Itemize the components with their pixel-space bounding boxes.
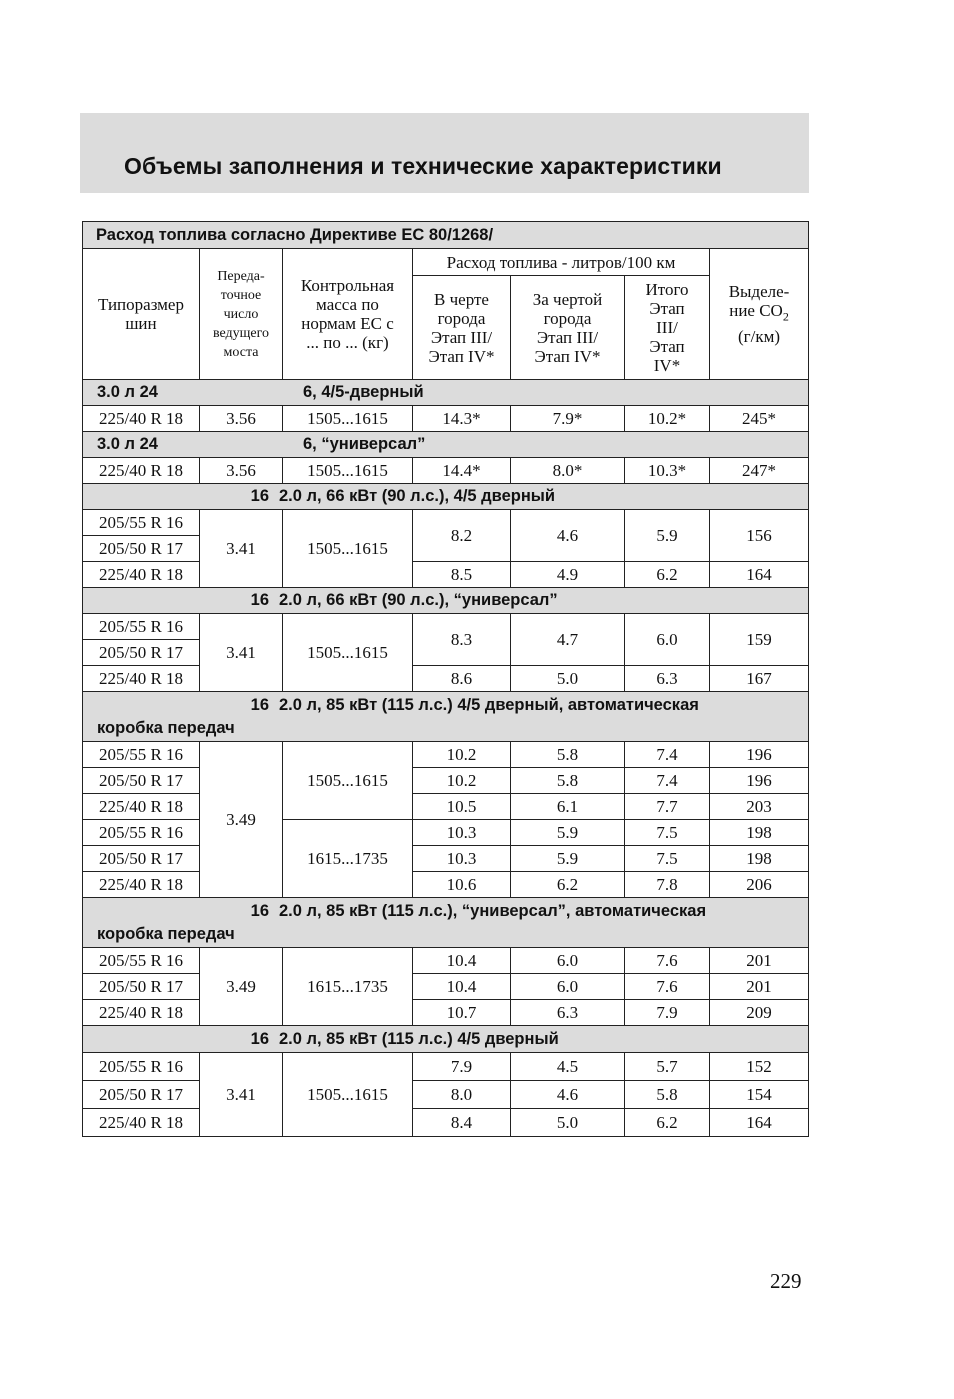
header-total: Итого Этап III/ Этап IV* bbox=[625, 276, 710, 380]
page-title: Объемы заполнения и технические характеристики bbox=[124, 153, 722, 179]
section-band: 16 2.0 л, 66 кВт (90 л.с.), 4/5 дверный bbox=[83, 484, 809, 510]
table-row: 205/50 R 17 bbox=[83, 640, 809, 666]
table-row: 205/50 R 17 10.4 6.0 7.6 201 bbox=[83, 974, 809, 1000]
table-row: 205/55 R 16 3.49 1615...1735 10.4 6.0 7.6 201 bbox=[83, 948, 809, 974]
table-row: 225/40 R 18 10.6 6.2 7.8 206 bbox=[83, 872, 809, 898]
table-row: 225/40 R 18 8.6 5.0 6.3 167 bbox=[83, 666, 809, 692]
table-row: 205/50 R 17 8.0 4.6 5.8 154 bbox=[83, 1081, 809, 1109]
section-band: 3.0 л 24 6, “универсал” bbox=[83, 432, 809, 458]
header-fuel-group: Расход топлива - литров/100 км bbox=[413, 249, 710, 276]
header-outside-city: За чертой города Этап III/ Этап IV* bbox=[511, 276, 625, 380]
table-row: 205/55 R 16 3.41 1505...1615 7.9 4.5 5.7 152 bbox=[83, 1053, 809, 1081]
table-row: 225/40 R 18 8.5 4.9 6.2 164 bbox=[83, 562, 809, 588]
fuel-consumption-table bbox=[82, 221, 809, 1137]
table-title: Расход топлива согласно Директиве ЕС 80/1268/ bbox=[83, 222, 809, 249]
table-row: 225/40 R 18 8.4 5.0 6.2 164 bbox=[83, 1109, 809, 1137]
table-row: 225/40 R 18 10.5 6.1 7.7 203 bbox=[83, 794, 809, 820]
table-row: 205/55 R 16 3.49 1505...1615 10.2 5.8 7.4 196 bbox=[83, 742, 809, 768]
table-row: 225/40 R 18 10.7 6.3 7.9 209 bbox=[83, 1000, 809, 1026]
header-band bbox=[80, 113, 809, 193]
table-row: 225/40 R 18 3.56 1505...1615 14.3* 7.9* 10.2* 245* bbox=[83, 406, 809, 432]
table-row: 225/40 R 18 3.56 1505...1615 14.4* 8.0* 10.3* 247* bbox=[83, 458, 809, 484]
section-band: 16 2.0 л, 85 кВт (115 л.с.) 4/5 дверный, автоматическая коробка передач bbox=[83, 692, 809, 742]
table-row: 205/50 R 17 10.3 5.9 7.5 198 bbox=[83, 846, 809, 872]
table-row: 205/55 R 16 3.41 1505...1615 8.2 4.6 5.9 156 bbox=[83, 510, 809, 536]
header-gear-ratio: Переда- точное число ведущего моста bbox=[200, 249, 283, 380]
table-row: 205/50 R 17 10.2 5.8 7.4 196 bbox=[83, 768, 809, 794]
table-row: 205/55 R 16 1615...1735 10.3 5.9 7.5 198 bbox=[83, 820, 809, 846]
header-row-1 bbox=[83, 249, 809, 276]
header-city: В черте города Этап III/ Этап IV* bbox=[413, 276, 511, 380]
header-tire: Типоразмер шин bbox=[83, 249, 200, 380]
table-title-row bbox=[83, 222, 809, 249]
header-co2: Выделе- ние $CO_2$ (г/км) bbox=[710, 249, 809, 380]
page-number: 229 bbox=[770, 1269, 802, 1293]
section-band: 3.0 л 24 6, 4/5-дверный bbox=[83, 380, 809, 406]
section-band: 16 2.0 л, 85 кВт (115 л.с.), “универсал”, автоматическая коробка передач bbox=[83, 898, 809, 948]
section-band: 16 2.0 л, 66 кВт (90 л.с.), “универсал” bbox=[83, 588, 809, 614]
header-mass: Контрольная масса по нормам ЕС с ... по ... (кг) bbox=[283, 249, 413, 380]
table-row: 205/50 R 17 bbox=[83, 536, 809, 562]
table-row: 205/55 R 16 3.41 1505...1615 8.3 4.7 6.0 159 bbox=[83, 614, 809, 640]
section-band: 16 2.0 л, 85 кВт (115 л.с.) 4/5 дверный bbox=[83, 1026, 809, 1053]
